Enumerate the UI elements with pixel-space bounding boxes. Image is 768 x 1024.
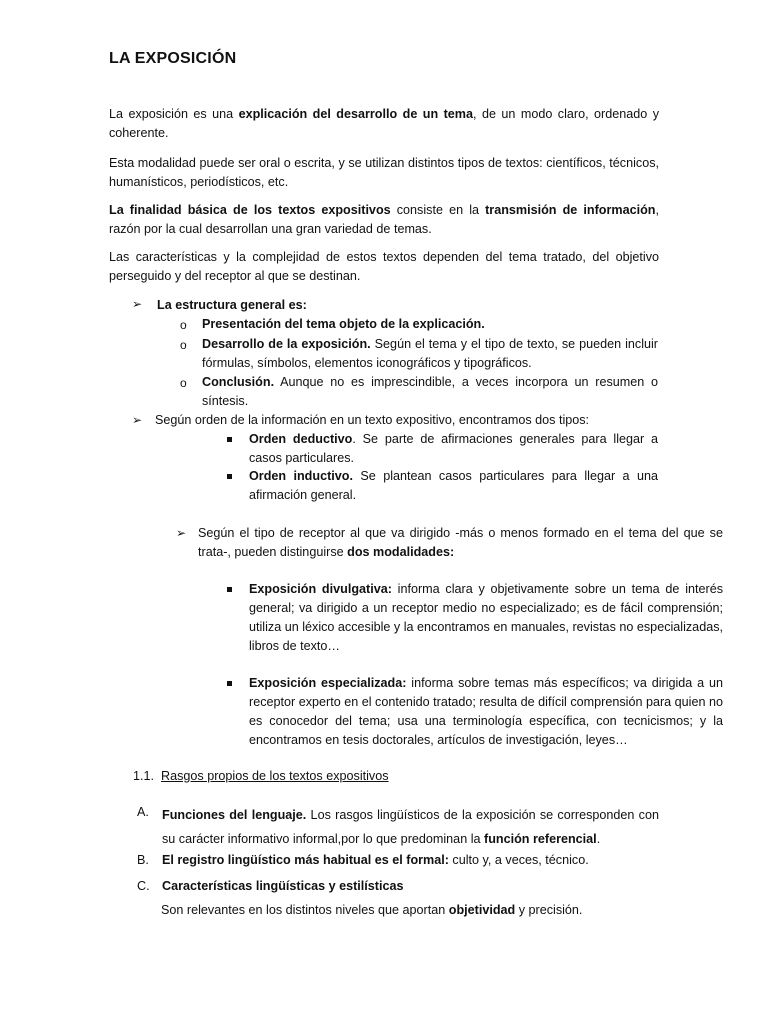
- section-number: 1.1.: [133, 769, 155, 783]
- document-title: LA EXPOSICIÓN: [109, 50, 237, 67]
- arrow-bullet-icon: ➢: [176, 526, 187, 540]
- text: , razón por la cual desarrollan una gran variedad de temas.: [109, 203, 659, 236]
- receptor-heading: [198, 524, 723, 562]
- bold-text: transmisión de información: [485, 203, 656, 217]
- square-bullet-icon: [227, 474, 232, 479]
- circle-bullet-icon: o: [180, 318, 187, 332]
- order-item: [249, 467, 658, 505]
- structure-heading: La estructura general es:: [157, 298, 307, 312]
- lettered-item-b: [162, 851, 659, 870]
- text: .: [596, 832, 601, 846]
- text: Los rasgos lingüísticos de la exposición se corresponden con su carácter informativo informal,por lo que predominan la: [162, 808, 659, 846]
- lettered-item-a: [162, 803, 659, 851]
- order-heading: Según orden de la información en un texto expositivo, encontramos dos tipos:: [155, 413, 590, 427]
- receptor-item: [249, 580, 723, 656]
- closing-line: [161, 901, 658, 920]
- order-item: [249, 430, 658, 468]
- section-heading: [133, 767, 653, 786]
- section-title: Rasgos propios de los textos expositivos: [161, 769, 389, 783]
- lettered-item-c: Características lingüísticas y estilísticas: [162, 879, 404, 893]
- square-bullet-icon: [227, 437, 232, 442]
- bold-text: La finalidad básica de los textos expositivos: [109, 203, 391, 217]
- bold-text: explicación del desarrollo de un tema: [238, 107, 473, 121]
- bold-text: dos modalidades:: [347, 545, 455, 559]
- paragraph-intro: [109, 105, 659, 143]
- list-letter: C.: [137, 879, 150, 893]
- bold-text: Conclusión.: [202, 375, 275, 389]
- circle-bullet-icon: o: [180, 376, 187, 390]
- text: Son relevantes en los distintos niveles que aportan: [161, 903, 449, 917]
- arrow-bullet-icon: ➢: [132, 297, 143, 311]
- bold-text: Orden deductivo: [249, 432, 353, 446]
- text: . Se parte de afirmaciones generales para llegar a casos particulares.: [249, 432, 659, 465]
- bold-text: objetividad: [448, 903, 516, 917]
- receptor-item: [249, 674, 723, 750]
- text: Se plantean casos particulares para llegar a una afirmación general.: [249, 469, 658, 502]
- text: Aunque no es imprescindible, a veces incorpora un resumen o síntesis.: [202, 375, 658, 408]
- structure-item: [202, 335, 658, 373]
- text: Según el tema y el tipo de texto, se pueden incluir fórmulas, símbolos, elementos iconográficos y tipográficos.: [202, 337, 658, 370]
- bold-text: Funciones del lenguaje.: [162, 808, 307, 822]
- text: La exposición es una: [109, 107, 239, 121]
- list-letter: A.: [137, 805, 149, 819]
- paragraph-modality: Esta modalidad puede ser oral o escrita, y se utilizan distintos tipos de textos: científicos, técnicos, humanísticos, periodísticos, etc.: [109, 156, 659, 189]
- text: y precisión.: [515, 903, 583, 917]
- structure-item: [202, 315, 658, 334]
- bold-text: Exposición especializada:: [249, 676, 407, 690]
- text: culto y, a veces, técnico.: [448, 853, 589, 867]
- bold-text: función referencial: [484, 832, 597, 846]
- bold-text: Exposición divulgativa:: [249, 582, 392, 596]
- paragraph-characteristics: Las características y la complejidad de estos textos dependen del tema tratado, del objetivo perseguido y del receptor al que se destinan.: [109, 250, 659, 283]
- text: informa clara y objetivamente sobre un tema de interés general; va dirigido a un receptor medio no especializado; es de fácil comprensión; utiliza un léxico accesible y la encontramos en manuales, revistas no especializadas, libros de texto…: [249, 582, 723, 653]
- square-bullet-icon: [227, 587, 232, 592]
- text: consiste en la: [390, 203, 486, 217]
- text: Según el tipo de receptor al que va dirigido -más o menos formado en el tema del que se trata-, pueden distinguirse: [198, 526, 723, 559]
- text: informa sobre temas más específicos; va dirigida a un receptor experto en el contenido tratado; resulta de difícil comprensión para quien no es conocedor del tema; usa una terminología específica, con tecnicismos; y la encontramos en tesis doctorales, artículos de investigación, leyes…: [249, 676, 723, 747]
- structure-item: [202, 373, 658, 411]
- bold-text: Presentación del tema objeto de la explicación.: [202, 317, 485, 331]
- list-letter: B.: [137, 853, 149, 867]
- square-bullet-icon: [227, 681, 232, 686]
- circle-bullet-icon: o: [180, 338, 187, 352]
- bold-text: El registro lingüístico más habitual es el formal:: [162, 853, 449, 867]
- bold-text: Desarrollo de la exposición.: [202, 337, 371, 351]
- text: , de un modo claro, ordenado y coherente.: [109, 107, 659, 140]
- arrow-bullet-icon: ➢: [132, 413, 143, 427]
- bold-text: Orden inductivo.: [249, 469, 353, 483]
- paragraph-purpose: [109, 201, 659, 239]
